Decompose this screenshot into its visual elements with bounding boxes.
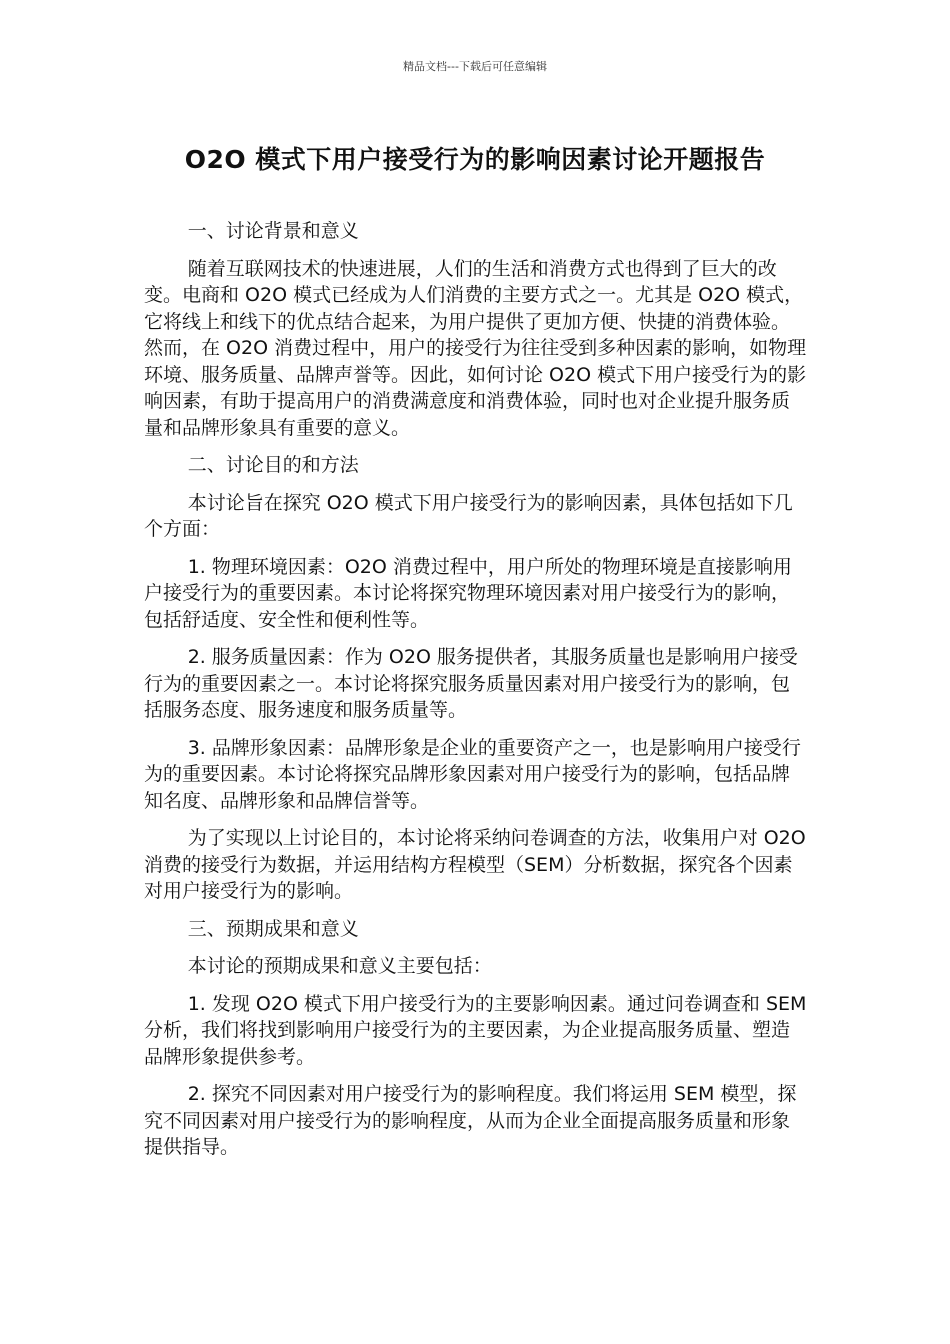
paragraph-background: 随着互联网技术的快速进展，人们的生活和消费方式也得到了巨大的改变。电商和 O2O 模式已经成为人们消费的主要方式之一。尤其是 O2O 模式，它将线上和线下的优点结合起来，为用户提供了更加方便、快捷的消费体验。然而，在 O2O 消费过程中，用户的接受行为往往受到多种因素的影响，如物理环境、服务质量、品牌声誉等。因此，如何讨论 O2O 模式下用户接受行为的影响因素，有助于提高用户的消费满意度和消费体验，同时也对企业提升服务质量和品牌形象具有重要的意义。	[144, 257, 807, 439]
section-heading-expected-results: 三、预期成果和意义	[187, 917, 359, 940]
list-item-result-1: 1. 发现 O2O 模式下用户接受行为的主要影响因素。通过问卷调查和 SEM 分析，我们将找到影响用户接受行为的主要因素，为企业提高服务质量、塑造品牌形象提供参考。	[144, 992, 807, 1068]
paragraph-method: 为了实现以上讨论目的，本讨论将采纳问卷调查的方法，收集用户对 O2O 消费的接受行为数据，并运用结构方程模型（SEM）分析数据，探究各个因素对用户接受行为的影响。	[144, 827, 806, 902]
document-title: O2O 模式下用户接受行为的影响因素讨论开题报告	[184, 145, 766, 174]
paragraph-purpose-intro: 本讨论旨在探究 O2O 模式下用户接受行为的影响因素，具体包括如下几个方面：	[144, 491, 793, 540]
document-body	[144, 218, 807, 1172]
section-heading-background: 一、讨论背景和意义	[187, 220, 359, 242]
header-note: 精品文档---下载后可任意编辑	[403, 60, 547, 73]
paragraph-results-intro: 本讨论的预期成果和意义主要包括：	[187, 955, 492, 977]
list-item-result-2: 2. 探究不同因素对用户接受行为的影响程度。我们将运用 SEM 模型，探究不同因素对用户接受行为的影响程度，从而为企业全面提高服务质量和形象提供指导。	[144, 1083, 797, 1158]
section-heading-purpose: 二、讨论目的和方法	[187, 454, 359, 476]
list-item-physical-environment: 1. 物理环境因素：O2O 消费过程中，用户所处的物理环境是直接影响用户接受行为的重要因素。本讨论将探究物理环境因素对用户接受行为的影响，包括舒适度、安全性和便利性等。	[144, 555, 792, 631]
list-item-brand-image: 3. 品牌形象因素：品牌形象是企业的重要资产之一，也是影响用户接受行为的重要因素。本讨论将探究品牌形象因素对用户接受行为的影响，包括品牌知名度、品牌形象和品牌信誉等。	[144, 736, 801, 812]
list-item-service-quality: 2. 服务质量因素：作为 O2O 服务提供者，其服务质量也是影响用户接受行为的重要因素之一。本讨论将探究服务质量因素对用户接受行为的影响，包括服务态度、服务速度和服务质量等。	[144, 646, 798, 721]
